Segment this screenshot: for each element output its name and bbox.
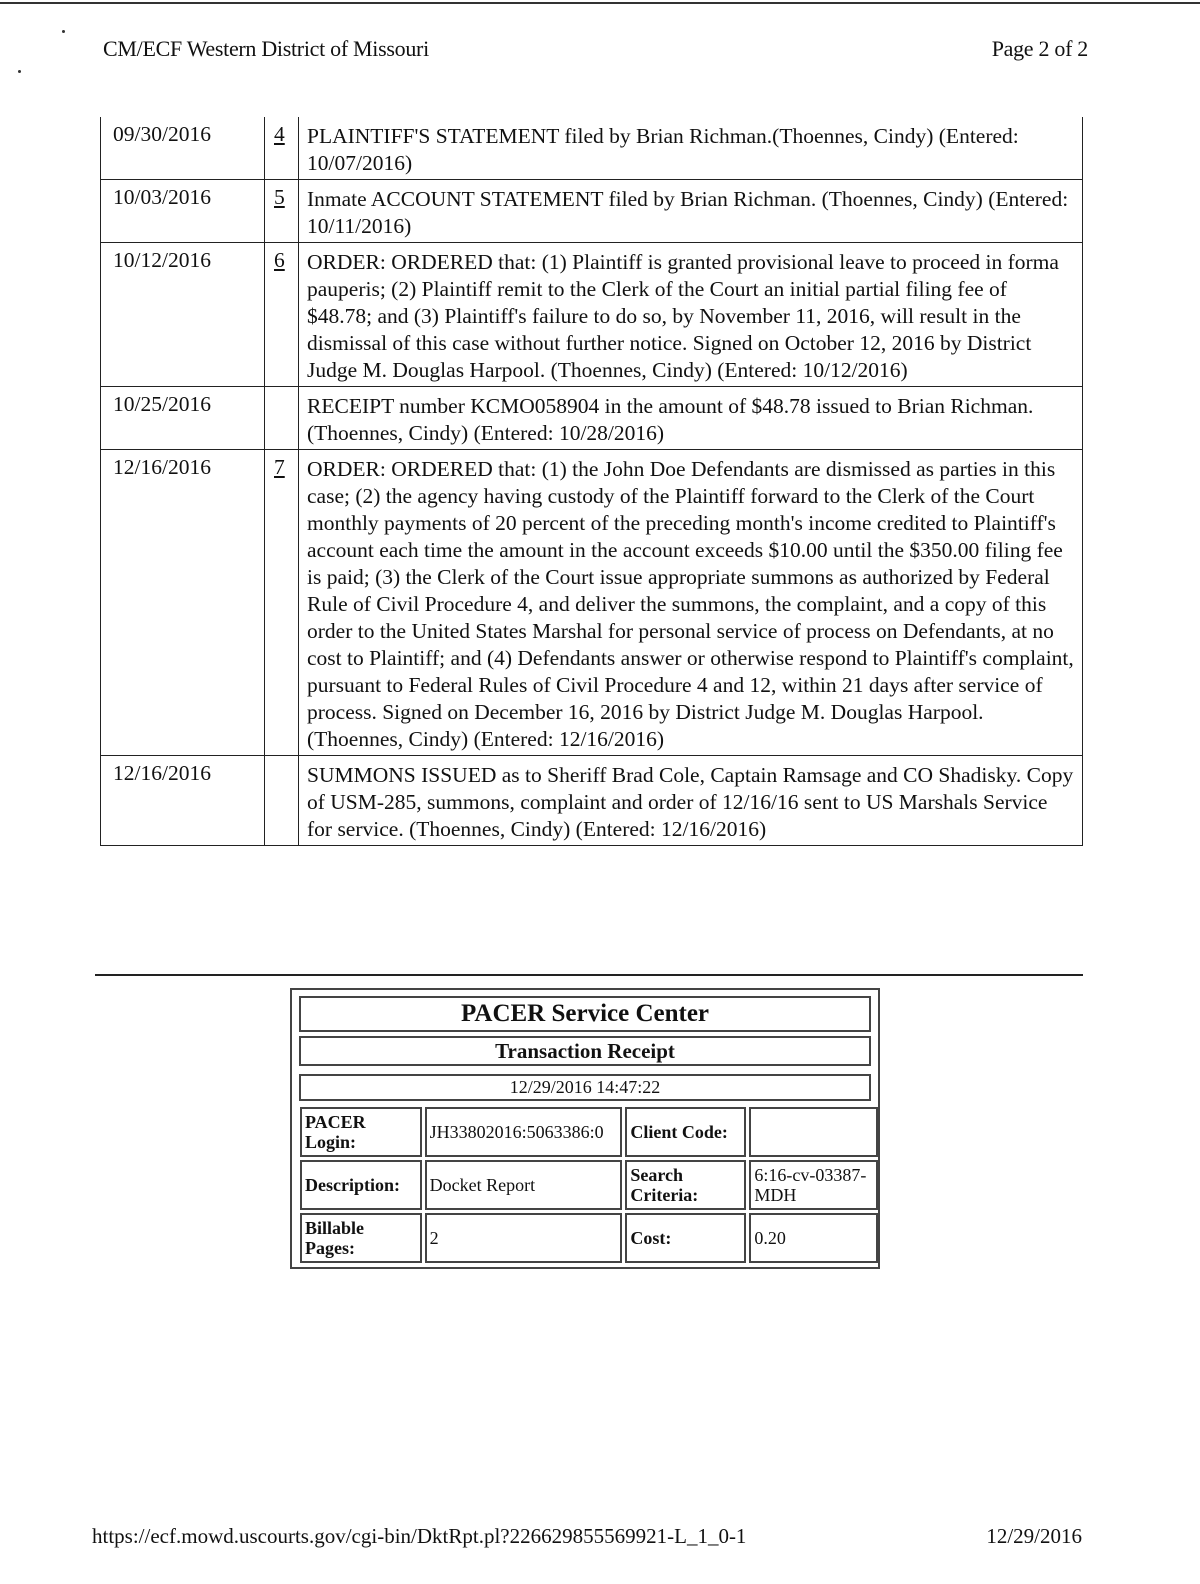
search-criteria-value: 6:16-cv-03387-MDH (749, 1160, 878, 1210)
docket-number-link[interactable]: 6 (274, 248, 285, 272)
login-label: PACER Login: (300, 1107, 422, 1157)
docket-row (101, 243, 1083, 387)
billable-pages-label: Billable Pages: (300, 1213, 422, 1263)
docket-date: 10/25/2016 (101, 387, 265, 450)
billable-pages-value: 2 (425, 1213, 623, 1263)
description-label: Description: (300, 1160, 422, 1210)
receipt-subtitle: Transaction Receipt (299, 1036, 871, 1066)
docket-table (100, 117, 1083, 846)
docket-number-link[interactable]: 5 (274, 185, 285, 209)
scan-speck (18, 70, 21, 73)
search-criteria-label: Search Criteria: (625, 1160, 746, 1210)
docket-number-cell (265, 117, 299, 180)
description-value: Docket Report (425, 1160, 623, 1210)
docket-row (101, 180, 1083, 243)
receipt-row (300, 1160, 878, 1210)
page-number: Page 2 of 2 (991, 36, 1088, 61)
receipt-title: PACER Service Center (299, 996, 871, 1032)
docket-text: PLAINTIFF'S STATEMENT filed by Brian Richman.(Thoennes, Cindy) (Entered: 10/07/2016) (299, 117, 1083, 180)
docket-text: SUMMONS ISSUED as to Sheriff Brad Cole, Captain Ramsage and CO Shadisky. Copy of USM-285, summons, complaint and order of 12/16/16 sent to US Marshals Service for service. (Thoennes, Cindy) (Entered: 12/16/2016) (299, 756, 1083, 846)
footer-date: 12/29/2016 (986, 1524, 1082, 1548)
docket-number-link[interactable]: 7 (274, 455, 285, 479)
docket-date: 12/16/2016 (101, 756, 265, 846)
top-edge-line (0, 2, 1200, 4)
docket-number-link[interactable]: 4 (274, 122, 285, 146)
receipt-row (300, 1107, 878, 1157)
footer-url: https://ecf.mowd.uscourts.gov/cgi-bin/DktRpt.pl?226629855569921-L_1_0-1 (92, 1524, 747, 1548)
docket-number-cell (265, 387, 299, 450)
client-code-value (749, 1107, 878, 1157)
scan-speck (62, 30, 65, 33)
docket-date: 10/12/2016 (101, 243, 265, 387)
receipt-row (300, 1213, 878, 1263)
docket-text: RECEIPT number KCMO058904 in the amount of $48.78 issued to Brian Richman. (Thoennes, Cindy) (Entered: 10/28/2016) (299, 387, 1083, 450)
receipt-table (297, 1104, 881, 1266)
docket-number-cell (265, 756, 299, 846)
docket-row (101, 387, 1083, 450)
docket-date: 12/16/2016 (101, 450, 265, 756)
docket-row (101, 450, 1083, 756)
cost-label: Cost: (625, 1213, 746, 1263)
page-header-title: CM/ECF Western District of Missouri (103, 36, 429, 61)
docket-text: ORDER: ORDERED that: (1) the John Doe Defendants are dismissed as parties in this case; (2) the agency having custody of the Plaintiff forward to the Clerk of the Court monthly payments of 20 percent of the preceding month's income credited to Plaintiff's account each time the amount in the account exceeds $10.00 until the $350.00 filing fee is paid; (3) the Clerk of the Court issue appropriate summons as authorized by Federal Rule of Civil Procedure 4, and deliver the summons, the complaint, and a copy of this order to the United States Marshal for personal service of process on Defendants, at no cost to Plaintiff; and (4) Defendants answer or otherwise respond to Plaintiff's complaint, pursuant to Federal Rules of Civil Procedure 4 and 12, within 21 days after service of process. Signed on December 16, 2016 by District Judge M. Douglas Harpool. (Thoennes, Cindy) (Entered: 12/16/2016) (299, 450, 1083, 756)
docket-text: ORDER: ORDERED that: (1) Plaintiff is granted provisional leave to proceed in forma pauperis; (2) Plaintiff remit to the Clerk of the Court an initial partial filing fee of $48.78; and (3) Plaintiff's failure to do so, by November 11, 2016, will result in the dismissal of this case without further notice. Signed on October 12, 2016 by District Judge M. Douglas Harpool. (Thoennes, Cindy) (Entered: 10/12/2016) (299, 243, 1083, 387)
section-divider (95, 974, 1083, 976)
docket-row (101, 117, 1083, 180)
docket-text: Inmate ACCOUNT STATEMENT filed by Brian Richman. (Thoennes, Cindy) (Entered: 10/11/2016) (299, 180, 1083, 243)
docket-date: 10/03/2016 (101, 180, 265, 243)
receipt-datetime: 12/29/2016 14:47:22 (299, 1074, 871, 1101)
pacer-receipt (290, 988, 880, 1269)
docket-number-cell (265, 243, 299, 387)
docket-date: 09/30/2016 (101, 117, 265, 180)
cost-value: 0.20 (749, 1213, 878, 1263)
docket-row (101, 756, 1083, 846)
login-value: JH33802016:5063386:0 (425, 1107, 623, 1157)
client-code-label: Client Code: (625, 1107, 746, 1157)
docket-number-cell (265, 180, 299, 243)
docket-number-cell (265, 450, 299, 756)
